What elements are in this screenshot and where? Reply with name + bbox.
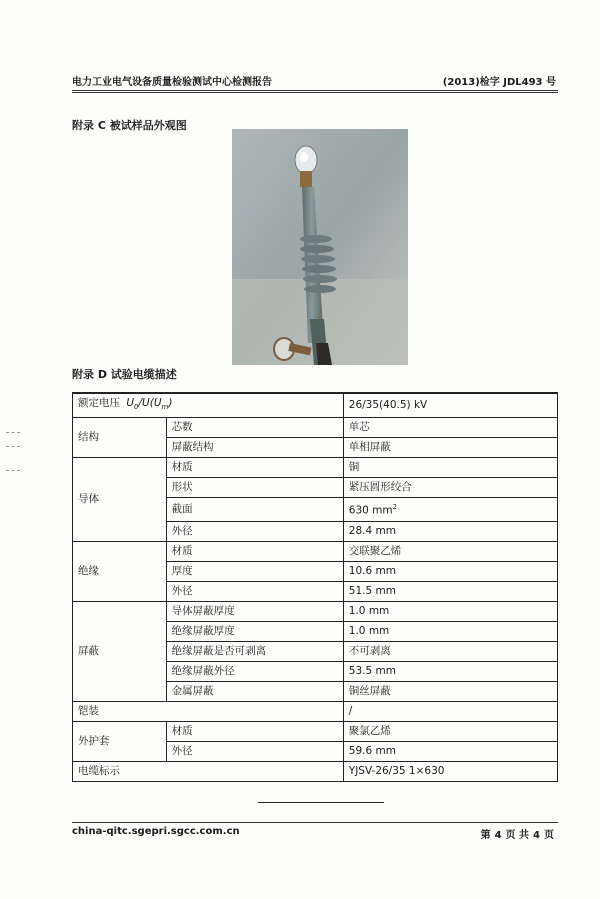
armor-value: / (343, 701, 557, 721)
shield-value: 1.0 mm (343, 621, 557, 641)
armor-label: 铠装 (73, 701, 344, 721)
sample-photo (232, 129, 408, 365)
page-current: 4 (494, 830, 502, 841)
header-rule (72, 90, 558, 93)
shield-item: 绝缘屏蔽厚度 (166, 621, 343, 641)
conductor-item: 形状 (166, 478, 343, 498)
cable-termination-image (232, 129, 408, 365)
header-org: 电力工业电气设备质量检验测试中心检测报告 (72, 77, 272, 88)
shield-label: 屏蔽 (73, 601, 167, 701)
conductor-item: 外径 (166, 521, 343, 541)
conductor-value: 28.4 mm (343, 521, 557, 541)
marking-value: YJSV-26/35 1×630 (343, 761, 557, 781)
insulation-label: 绝缘 (73, 541, 167, 601)
page-total: 4 (533, 830, 540, 841)
cable-spec-table (72, 392, 558, 782)
page-prefix: 第 (480, 830, 491, 841)
header-report-number: (2013)检字 JDL493 号 (442, 77, 556, 88)
shield-item: 绝缘屏蔽是否可剥离 (166, 641, 343, 661)
symbol-sub-m: m (161, 403, 169, 412)
shield-item: 导体屏蔽厚度 (166, 601, 343, 621)
structure-label: 结构 (73, 418, 167, 458)
margin-mark (6, 432, 20, 433)
symbol-sub-0: 0 (134, 403, 139, 412)
symbol-slash: /U(U (138, 397, 162, 409)
table-row (73, 701, 558, 721)
table-row (73, 761, 558, 781)
page-number (479, 826, 556, 841)
shield-value: 不可剥离 (343, 641, 557, 661)
signature-line (258, 802, 384, 803)
structure-item: 屏蔽结构 (166, 438, 343, 458)
structure-item: 芯数 (166, 418, 343, 438)
conductor-value: 630 mm (348, 504, 393, 517)
conductor-value-cell (343, 498, 557, 522)
jacket-item: 外径 (166, 741, 343, 761)
page-suffix: 页 (544, 830, 554, 841)
margin-mark (6, 446, 20, 447)
structure-value: 单芯 (343, 418, 557, 438)
shield-value: 53.5 mm (343, 661, 557, 681)
page-header (72, 72, 556, 88)
shield-item: 绝缘屏蔽外径 (166, 661, 343, 681)
insulation-value: 10.6 mm (343, 561, 557, 581)
table-row (73, 458, 558, 478)
jacket-label: 外护套 (73, 721, 167, 761)
rated-voltage-symbol (126, 397, 173, 412)
footer-website: china-qitc.sgepri.sgcc.com.cn (72, 826, 240, 837)
footer-rule (72, 822, 558, 823)
rated-voltage-label-cell (73, 393, 344, 418)
jacket-value: 聚氯乙烯 (343, 721, 557, 741)
page-footer (72, 826, 556, 841)
conductor-value: 紧压圆形绞合 (343, 478, 557, 498)
conductor-value: 铜 (343, 458, 557, 478)
structure-value: 单相屏蔽 (343, 438, 557, 458)
table-row (73, 393, 558, 418)
shield-value: 铜丝屏蔽 (343, 681, 557, 701)
insulation-value: 51.5 mm (343, 581, 557, 601)
conductor-item: 材质 (166, 458, 343, 478)
insulation-item: 厚度 (166, 561, 343, 581)
jacket-item: 材质 (166, 721, 343, 741)
appendix-d-title: 附录 D 试验电缆描述 (72, 368, 177, 381)
conductor-item: 截面 (166, 498, 343, 522)
insulation-item: 材质 (166, 541, 343, 561)
rated-voltage-value: 26/35(40.5) kV (343, 393, 557, 418)
conductor-label: 导体 (73, 458, 167, 542)
jacket-value: 59.6 mm (343, 741, 557, 761)
symbol-u: U (126, 397, 135, 409)
margin-mark (6, 470, 20, 471)
table-row (73, 418, 558, 438)
conductor-value-superscript: 2 (392, 503, 398, 512)
insulation-value: 交联聚乙烯 (343, 541, 557, 561)
marking-label: 电缆标示 (73, 761, 344, 781)
rated-voltage-label: 额定电压 (78, 397, 120, 409)
table-row (73, 601, 558, 621)
shield-item: 金属屏蔽 (166, 681, 343, 701)
page-mid: 页 共 (505, 830, 530, 841)
appendix-c-title: 附录 C 被试样品外观图 (72, 119, 187, 132)
symbol-close: ) (168, 397, 173, 409)
table-row (73, 721, 558, 741)
table-row (73, 541, 558, 561)
shield-value: 1.0 mm (343, 601, 557, 621)
insulation-item: 外径 (166, 581, 343, 601)
